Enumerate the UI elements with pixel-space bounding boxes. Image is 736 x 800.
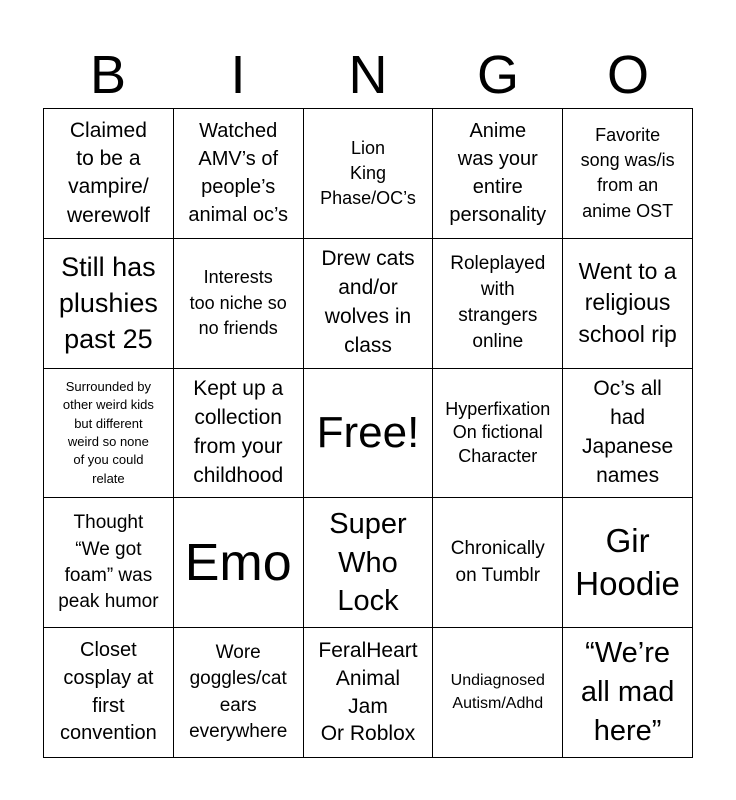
cell-text: Surrounded by other weird kids but different weird so none of you could relate — [62, 378, 154, 486]
header-letter-b: B — [89, 45, 127, 105]
bingo-cell[interactable] — [173, 368, 303, 498]
bingo-cell[interactable] — [563, 238, 693, 368]
cell-text: Interests too niche so no friends — [189, 267, 287, 338]
cell-text: Drew cats and/or wolves in class — [321, 247, 415, 358]
bingo-cell[interactable] — [173, 498, 303, 628]
bingo-cell[interactable] — [563, 498, 693, 628]
header-letter-g: G — [476, 45, 519, 105]
bingo-cell[interactable] — [303, 628, 433, 758]
bingo-cell[interactable] — [173, 628, 303, 758]
cell-text: Favorite song was/is from an anime OST — [580, 125, 675, 221]
bingo-cell[interactable] — [303, 109, 433, 239]
bingo-cell[interactable] — [44, 368, 174, 498]
board-row-3 — [44, 368, 693, 498]
header-letter-o: O — [606, 45, 649, 105]
cell-text: Oc’s all had Japanese names — [582, 377, 674, 487]
cell-text: Still has plushies past 25 — [58, 251, 158, 355]
cell-text: Anime was your entire personality — [449, 120, 547, 227]
bingo-board — [43, 108, 693, 758]
cell-text: Watched AMV’s of people’s animal oc’s — [188, 120, 289, 227]
bingo-cell[interactable] — [563, 109, 693, 239]
cell-text: Thought “We got foam” was peak humor — [58, 512, 159, 612]
board-row-1 — [44, 109, 693, 239]
cell-text: Emo — [184, 533, 292, 592]
bingo-cell[interactable] — [563, 368, 693, 498]
bingo-cell[interactable] — [44, 628, 174, 758]
bingo-cell[interactable] — [303, 498, 433, 628]
bingo-cell[interactable] — [303, 238, 433, 368]
bingo-cell[interactable] — [563, 628, 693, 758]
cell-text: Claimed to be a vampire/ werewolf — [66, 118, 150, 227]
bingo-cell[interactable] — [173, 238, 303, 368]
cell-text: Kept up a collection from your childhood — [193, 377, 284, 487]
cell-text: FeralHeart Animal Jam Or Roblox — [318, 639, 418, 746]
bingo-cell[interactable] — [44, 238, 174, 368]
free-space-text: Free! — [316, 407, 420, 457]
cell-text: Went to a religious school rip — [578, 257, 677, 348]
bingo-cell[interactable] — [44, 109, 174, 239]
bingo-cell[interactable] — [44, 498, 174, 628]
header-letter-i: I — [230, 45, 246, 105]
header-letter-n: N — [348, 45, 388, 105]
cell-text: Lion King Phase/OC’s — [320, 137, 416, 208]
cell-text: Super Who Lock — [329, 508, 407, 617]
cell-text: Hyperfixation On fictional Character — [445, 398, 551, 466]
bingo-cell[interactable] — [433, 628, 563, 758]
cell-text: Chronically on Tumblr — [450, 538, 545, 586]
cell-text: Undiagnosed Autism/Adhd — [450, 672, 545, 712]
board-row-4 — [44, 498, 693, 628]
bingo-cell[interactable] — [433, 498, 563, 628]
bingo-cell[interactable] — [433, 368, 563, 498]
cell-text: Gir Hoodie — [575, 521, 680, 602]
bingo-header — [43, 44, 693, 106]
bingo-cell[interactable] — [433, 109, 563, 239]
cell-text: “We’re all mad here” — [580, 636, 675, 748]
cell-text: Closet cosplay at first convention — [60, 639, 157, 745]
board-row-5 — [44, 628, 693, 758]
free-space-cell[interactable] — [303, 368, 433, 498]
bingo-cell[interactable] — [173, 109, 303, 239]
bingo-cell[interactable] — [433, 238, 563, 368]
board-row-2 — [44, 238, 693, 368]
cell-text: Roleplayed with strangers online — [450, 252, 546, 353]
cell-text: Wore goggles/cat ears everywhere — [189, 642, 288, 742]
